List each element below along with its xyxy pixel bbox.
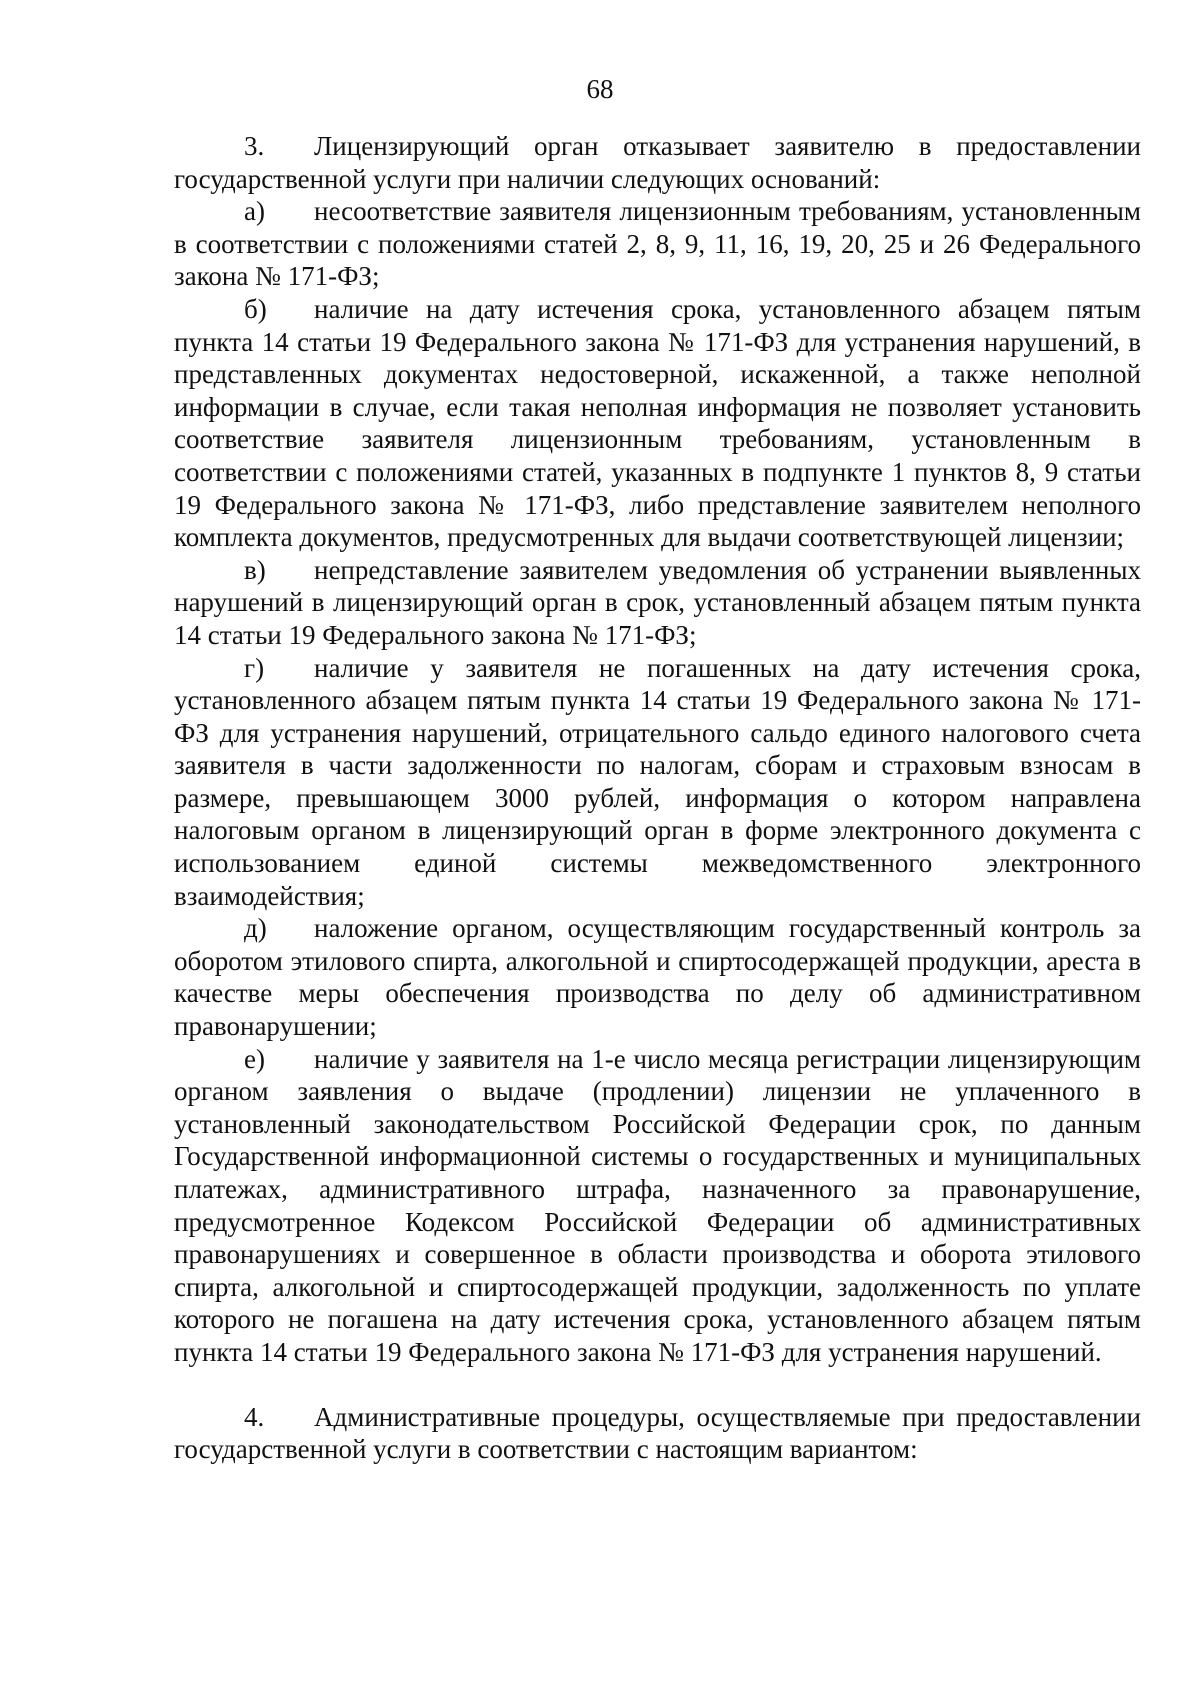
paragraph-label: 3. (244, 131, 265, 161)
paragraph-label: а) (244, 196, 265, 227)
subparagraph-a (174, 195, 1141, 293)
paragraph-text: наложение органом, осуществляющим государственный контроль за оборотом этилового спирта, алкогольной и спиртосодержащей продукции, ареста в качестве меры обеспечения производства по делу об административном правонарушении; (174, 913, 1141, 1042)
paragraph-label: е) (244, 1043, 265, 1074)
paragraph-label: б) (244, 293, 267, 324)
subparagraph-g (174, 652, 1141, 913)
paragraph-text: Административные процедуры, осуществляемые при предоставлении государственной услуги в соответствии с настоящим вариантом: (174, 1401, 1141, 1465)
document-body (174, 130, 1141, 1466)
paragraph-text: наличие у заявителя не погашенных на дату истечения срока, установленного абзацем пятым пункта 14 статьи 19 Федерального закона № 171-ФЗ для устранения нарушений, отрицательного сальдо единого налогового счета заявителя в части задолженности по налогам, сборам и страховым взносам в размере, превышающем 3000 рублей, информация о котором направлена налоговым органом в лицензирующий орган в форме электронного документа с использованием единой системы межведомственного электронного взаимодействия; (174, 652, 1141, 911)
subparagraph-v (174, 554, 1141, 652)
paragraph-text: наличие на дату истечения срока, установленного абзацем пятым пункта 14 статьи 19 Федерального закона № 171-ФЗ для устранения нарушений, в представленных документах недостоверной, искаженной, а также неполной информации в случае, если такая неполная информация не позволяет установить соответствие заявителя лицензионным требованиям, установленным в соответствии с положениями статей, указанных в подпункте 1 пунктов 8, 9 статьи 19 Федерального закона № 171-ФЗ, либо представление заявителем неполного комплекта документов, предусмотренных для выдачи соответствующей лицензии; (174, 293, 1141, 553)
paragraph-4 (174, 1401, 1141, 1466)
paragraph-label: г) (244, 652, 265, 683)
paragraph-label: в) (244, 554, 266, 585)
paragraph-text: Лицензирующий орган отказывает заявителю в предоставлении государственной услуги при наличии следующих оснований: (174, 131, 1141, 194)
subparagraph-b (174, 293, 1141, 554)
paragraph-text: непредставление заявителем уведомления об устранении выявленных нарушений в лицензирующий орган в срок, установленный абзацем пятым пункта 14 статьи 19 Федерального закона № 171-ФЗ; (174, 554, 1141, 650)
subparagraph-e (174, 1043, 1141, 1369)
subparagraph-d (174, 912, 1141, 1042)
paragraph-3 (174, 130, 1141, 195)
paragraph-label: д) (244, 913, 267, 944)
paragraph-text: наличие у заявителя на 1-е число месяца регистрации лицензирующим органом заявления о выдаче (продлении) лицензии не уплаченного в установленный законодательством Российской Федерации срок, по данным Государственной информационной системы о государственных и муниципальных платежах, административного штрафа, назначенного за правонарушение, предусмотренное Кодексом Российской Федерации об административных правонарушениях и совершенное в области производства и оборота этилового спирта, алкогольной и спиртосодержащей продукции, задолженность по уплате которого не погашена на дату истечения срока, установленного абзацем пятым пункта 14 статьи 19 Федерального закона № 171-ФЗ для устранения нарушений. (174, 1043, 1141, 1367)
page-number: 68 (586, 74, 614, 104)
paragraph-label: 4. (244, 1401, 265, 1432)
paragraph-text: несоответствие заявителя лицензионным требованиям, установленным в соответствии с положениями статей 2, 8, 9, 11, 16, 19, 20, 25 и 26 Федерального закона № 171-ФЗ; (174, 196, 1141, 292)
paragraph-spacer (174, 1369, 1141, 1401)
